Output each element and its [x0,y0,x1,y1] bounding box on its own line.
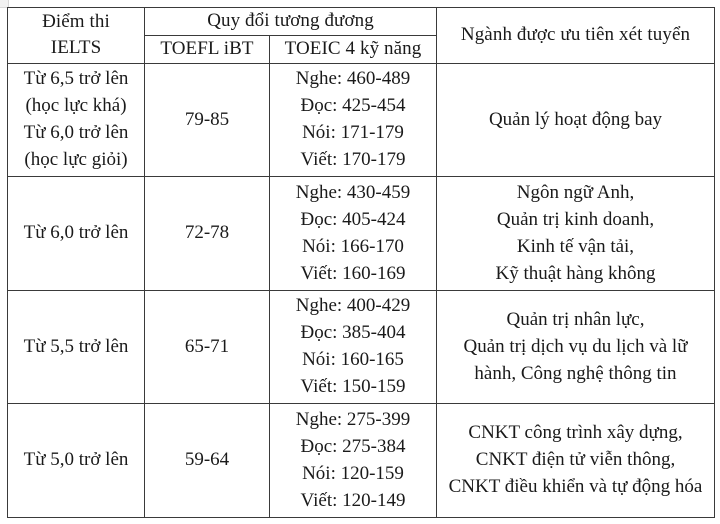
cell-majors [437,404,715,518]
header-cell-major: Ngành được ưu tiên xét tuyển [437,8,715,64]
cell-majors [437,290,715,404]
toeic-reading: Đọc: 405-424 [300,208,406,230]
table-body [8,63,715,517]
toeic-reading: Đọc: 385-404 [300,322,406,344]
toeic-lines [270,407,436,515]
major-line: Quản trị kinh doanh, [496,208,655,230]
ielts-conversion-table [7,7,715,518]
toeic-listening: Nghe: 275-399 [295,408,411,430]
cell-toefl-score: 65-71 [145,290,270,404]
table-header [8,8,715,64]
toeic-speaking: Nói: 160-165 [302,349,404,371]
cell-ielts-score [8,404,145,518]
table-row [8,63,715,177]
header-cell-conversion-group: Quy đổi tương đương [145,8,437,36]
header-ielts-lines [8,9,144,63]
cell-toeic-scores [270,404,437,518]
header-ielts-line-1: Điểm thi [42,10,110,32]
toeic-listening: Nghe: 400-429 [295,295,411,317]
ielts-line: (học lực khá) [25,95,127,117]
cell-ielts-score [8,177,145,291]
cell-ielts-score [8,290,145,404]
toeic-reading: Đọc: 425-454 [300,95,406,117]
toeic-listening: Nghe: 460-489 [295,68,411,90]
major-line: Ngôn ngữ Anh, [516,181,635,203]
ielts-line: Từ 6,5 trở lên [23,68,129,90]
toeic-writing: Viết: 160-169 [300,262,406,284]
ielts-line: (học lực giỏi) [24,149,128,171]
major-line: Quản trị dịch vụ du lịch và lữ [463,335,688,357]
ielts-line: Từ 5,5 trở lên [23,335,129,357]
cell-majors [437,63,715,177]
major-line: CNKT điều khiển và tự động hóa [448,476,703,498]
cell-toeic-scores [270,177,437,291]
toeic-writing: Viết: 120-149 [300,489,406,511]
toeic-writing: Viết: 150-159 [300,376,406,398]
major-line: CNKT điện tử viễn thông, [475,449,676,471]
major-line: Quản lý hoạt động bay [488,108,663,130]
header-cell-ielts [8,8,145,64]
cell-toeic-scores [270,63,437,177]
ielts-line: Từ 5,0 trở lên [23,449,129,471]
ielts-lines [8,447,144,474]
toeic-speaking: Nói: 166-170 [302,235,404,257]
header-cell-toeic: TOEIC 4 kỹ năng [270,35,437,63]
major-line: Kỹ thuật hàng không [495,262,656,284]
toeic-lines [270,293,436,401]
cell-majors [437,177,715,291]
major-lines [437,107,714,134]
toeic-speaking: Nói: 171-179 [302,122,404,144]
ielts-lines [8,334,144,361]
toeic-lines [270,180,436,288]
cell-toefl-score: 59-64 [145,404,270,518]
table-row [8,290,715,404]
major-line: hành, Công nghệ thông tin [474,362,677,384]
header-ielts-line-2: IELTS [50,37,102,59]
toeic-speaking: Nói: 120-159 [302,462,404,484]
header-cell-toefl: TOEFL iBT [145,35,270,63]
ielts-lines [8,220,144,247]
major-lines [437,180,714,288]
table-row [8,404,715,518]
major-line: Kinh tế vận tải, [516,235,635,257]
toeic-writing: Viết: 170-179 [300,149,406,171]
ielts-lines [8,66,144,174]
header-row-top [8,8,715,36]
cell-ielts-score [8,63,145,177]
major-lines [437,420,714,501]
cell-toefl-score: 72-78 [145,177,270,291]
major-line: Quản trị nhân lực, [506,308,645,330]
cell-toefl-score: 79-85 [145,63,270,177]
ielts-line: Từ 6,0 trở lên [23,222,129,244]
table-row [8,177,715,291]
ielts-line: Từ 6,0 trở lên [23,122,129,144]
major-lines [437,307,714,388]
toeic-reading: Đọc: 275-384 [300,435,406,457]
major-line: CNKT công trình xây dựng, [468,422,683,444]
toeic-listening: Nghe: 430-459 [295,181,411,203]
toeic-lines [270,66,436,174]
cell-toeic-scores [270,290,437,404]
